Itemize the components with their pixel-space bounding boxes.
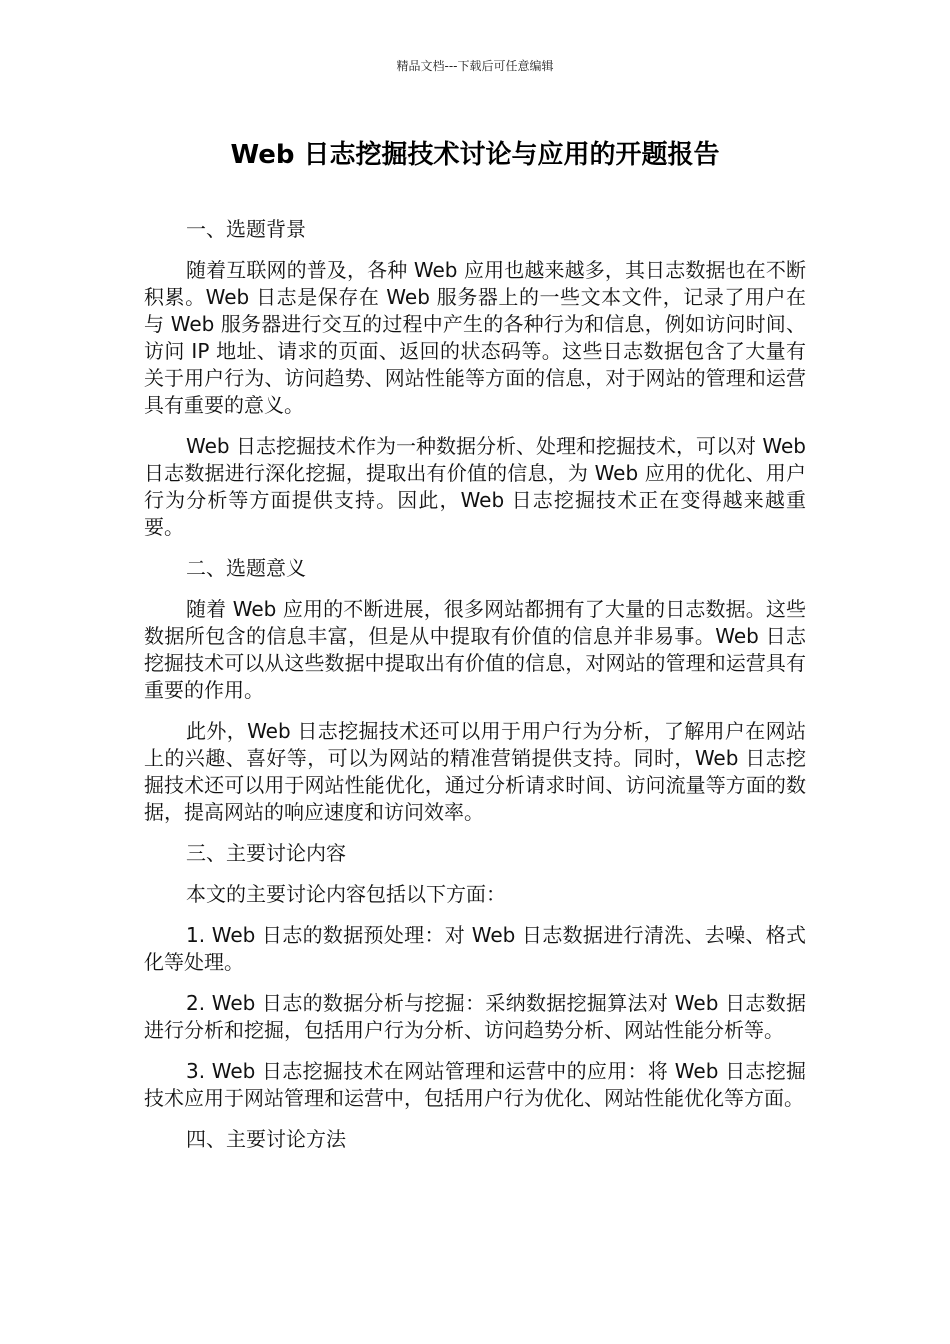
page-header-watermark: 精品文档---下载后可任意编辑 [396,59,554,73]
paragraph: 随着互联网的普及，各种 Web 应用也越来越多，其日志数据也在不断积累。Web 日志是保存在 Web 服务器上的一些文本文件，记录了用户在与 Web 服务器进行交互的过程中产生的各种行为和信息，例如访问时间、访问 IP 地址、请求的页面、返回的状态码等。这些日志数据包含了大量有关于用户行为、访问趋势、网站性能等方面的信息，对于网站的管理和运营具有重要的意义。 [144,258,806,417]
paragraph: Web 日志挖掘技术作为一种数据分析、处理和挖掘技术，可以对 Web 日志数据进行深化挖掘，提取出有价值的信息，为 Web 应用的优化、用户行为分析等方面提供支持。因此，Web 日志挖掘技术正在变得越来越重要。 [144,434,806,539]
section-heading-background: 一、选题背景 [186,217,306,241]
document-body [144,216,806,1167]
list-item: 2. Web 日志的数据分析与挖掘：采纳数据挖掘算法对 Web 日志数据进行分析和挖掘，包括用户行为分析、访问趋势分析、网站性能分析等。 [144,991,806,1042]
section-heading-content: 三、主要讨论内容 [186,841,346,865]
paragraph: 随着 Web 应用的不断进展，很多网站都拥有了大量的日志数据。这些数据所包含的信息丰富，但是从中提取有价值的信息并非易事。Web 日志挖掘技术可以从这些数据中提取出有价值的信息，对网站的管理和运营具有重要的作用。 [144,597,806,702]
paragraph: 本文的主要讨论内容包括以下方面： [186,882,506,906]
paragraph: 此外，Web 日志挖掘技术还可以用于用户行为分析，了解用户在网站上的兴趣、喜好等，可以为网站的精准营销提供支持。同时，Web 日志挖掘技术还可以用于网站性能优化，通过分析请求时间、访问流量等方面的数据，提高网站的响应速度和访问效率。 [144,719,806,824]
section-heading-significance: 二、选题意义 [186,556,306,580]
list-item: 3. Web 日志挖掘技术在网站管理和运营中的应用：将 Web 日志挖掘技术应用于网站管理和运营中，包括用户行为优化、网站性能优化等方面。 [144,1059,806,1110]
document-title: Web 日志挖掘技术讨论与应用的开题报告 [230,140,720,170]
section-heading-methods: 四、主要讨论方法 [186,1127,346,1151]
list-item: 1. Web 日志的数据预处理：对 Web 日志数据进行清洗、去噪、格式化等处理。 [144,923,806,974]
